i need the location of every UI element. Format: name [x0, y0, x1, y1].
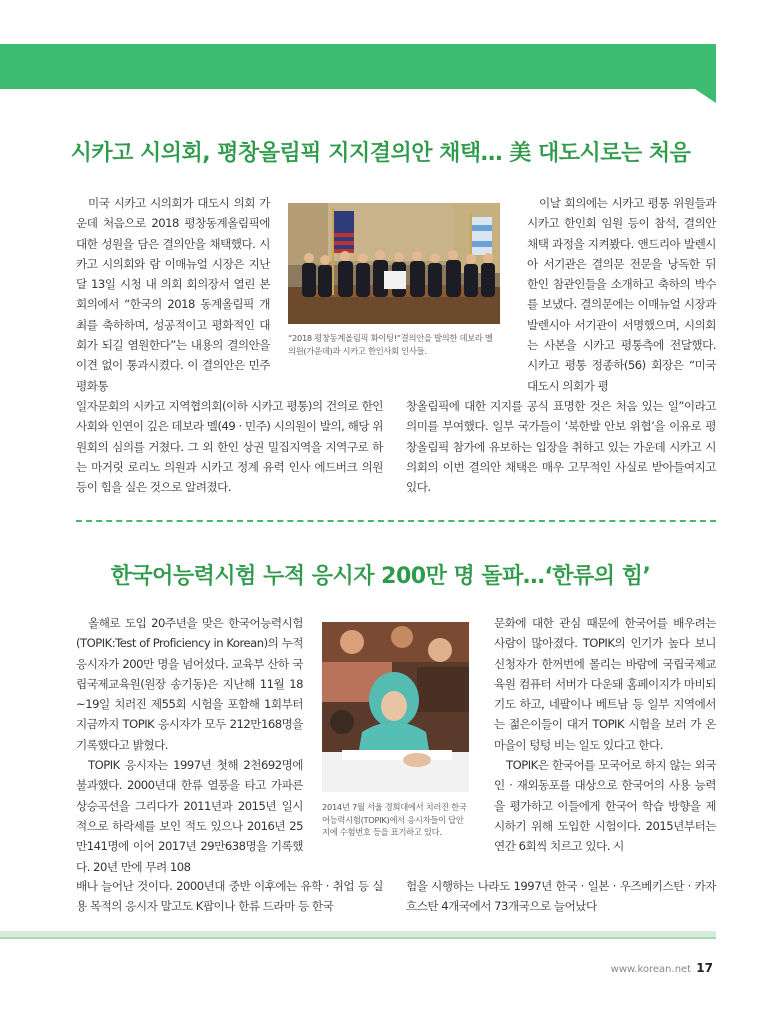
- page-footer: [611, 961, 713, 975]
- article2-photo: [322, 622, 469, 792]
- header-banner: [0, 44, 716, 89]
- article2-col-left: [76, 613, 303, 877]
- article1-col-left: 미국 시카고 시의회가 대도시 의회 가운데 처음으로 2018 평창동계올림픽에 대한 성원을 담은 결의안을 채택했다. 시카고 시의회와 람 이매뉴얼 시장은 지난달 13일 시청 내 의회 회의장서 열린 본회의에서 “한국의 2018 동계올림픽 개최를 축하하며, 성공적이고 평화적인 대회가 되길 염원한다”는 내용의 결의안을 이견 없이 통과시켰다. 이 결의안은 민주평화통: [76, 196, 270, 393]
- article2-col-right-bottom: 험을 시행하는 나라도 1997년 한국 · 일본 · 우즈베키스탄 · 카자흐스탄 4개국에서 73개국으로 늘어났다: [406, 879, 716, 914]
- article1-col-right: 이날 회의에는 시카고 평통 위원들과 시카고 한인회 임원 등이 참석, 결의안 채택 과정을 지켜봤다. 앤드리아 발렌시아 서기관은 결의문 전문을 낭독한 뒤 한인 참관인들을 소개하고 축하의 박수를 보냈다. 결의문에는 이매뉴얼 시장과 발렌시아 서기관이 서명했으며, 시의회는 사본을 시카고 평통측에 전달했다. 시카고 평통 정종하(56) 회장은 “미국 대도시 의회가 평: [527, 196, 716, 393]
- section-divider: [76, 520, 716, 522]
- article2-col-right-p1: 문화에 대한 관심 때문에 한국어를 배우려는 사람이 많아졌다. TOPIK의 인기가 높다 보니 신청자가 한꺼번에 몰리는 바람에 국립국제교육원 컴퓨터 서버가 다운돼 홈페이지가 마비되기도 하고, 네팔이나 베트남 등 일부 지역에서는 젊은이들이 대거 TOPIK 시험을 보러 가 온 마을이 텅텅 비는 일도 있다고 한다.: [494, 616, 716, 752]
- article2-title: 한국어능력시험 누적 응시자 200만 명 돌파…‘한류의 힘’: [110, 564, 651, 589]
- footer-site[interactable]: www.korean.net: [610, 964, 692, 975]
- article1-title: 시카고 시의회, 평창올림픽 지지결의안 채택… 美 대도시로는 처음: [70, 141, 691, 166]
- article2-col-left-p2: TOPIK 응시자는 1997년 첫해 2천692명에 불과했다. 2000년대 한류 열풍을 타고 가파른 상승곡선을 그리다가 2011년과 2015년 일시적으로 하락세를 보인 적도 있으나 2016년 25만141명에 이어 2017년 29만638명을 기록했다. 20년 만에 무려 108: [76, 758, 303, 874]
- article2-col-right-p2: TOPIK은 한국어를 모국어로 하지 않는 외국인 · 재외동포를 대상으로 한국어의 사용 능력을 평가하고 이들에게 한국어 학습 방향을 제시하기 위해 도입한 시험이다. 2015년부터는 연간 6회씩 치르고 있다. 시: [494, 758, 716, 854]
- header-banner-corner: [695, 89, 716, 103]
- article1-col-left-bottom: 일자문회의 시카고 지역협의회(이하 시카고 평통)의 건의로 한인사회와 인연이 깊은 데보라 멜(49 · 민주) 시의원이 발의, 해당 위원회의 심의를 거쳤다. 그 외 한인 상권 밀집지역을 지역구로 하는 마거릿 로리노 의원과 시카고 정계 유력 인사 에드버크 의원 등이 힘을 실은 것으로 알려졌다.: [76, 399, 383, 495]
- footer-band-line: [0, 937, 716, 939]
- article2-photo-caption: 2014년 7월 서울 경희대에서 치러진 한국어능력시험(TOPIK)에서 응시자들이 답안지에 수험번호 등을 표기하고 있다.: [322, 802, 467, 837]
- page-number: 17: [696, 961, 713, 975]
- article1-photo-caption: “2018 평창동계올림픽 화이팅!”결의안을 발의한 데보라 멜 의원(가운데)과 시카고 한인사회 인사들.: [288, 333, 493, 356]
- article1-photo: [288, 203, 500, 324]
- article1-col-right-bottom: 창올림픽에 대한 지지를 공식 표명한 것은 처음 있는 일”이라고 의미를 부여했다. 일부 국가들이 ‘북한발 안보 위협’을 이유로 평창올림픽 참가에 유보하는 입장을 취하고 있는 가운데 시카고 시의회의 이번 결의안 채택은 매우 고무적인 사실로 받아들여지고 있다.: [406, 399, 716, 495]
- article2-col-left-p1: 올해로 도입 20주년을 맞은 한국어능력시험(TOPIK:Test of Proficiency in Korean)의 누적 응시자가 200만 명을 넘어섰다. 교육부 산하 국립국제교육원(원장 송기동)은 지난해 11월 18~19일 치러진 제55회 시험을 포함해 1회부터 지금까지 TOPIK 응시자가 모두 212만168명을 기록했다고 밝혔다.: [76, 616, 303, 752]
- article2-col-right: [494, 613, 716, 857]
- article2-col-left-bottom: 배나 늘어난 것이다. 2000년대 중반 이후에는 유학 · 취업 등 실용 목적의 응시자 말고도 K팝이나 한류 드라마 등 한국: [76, 879, 383, 914]
